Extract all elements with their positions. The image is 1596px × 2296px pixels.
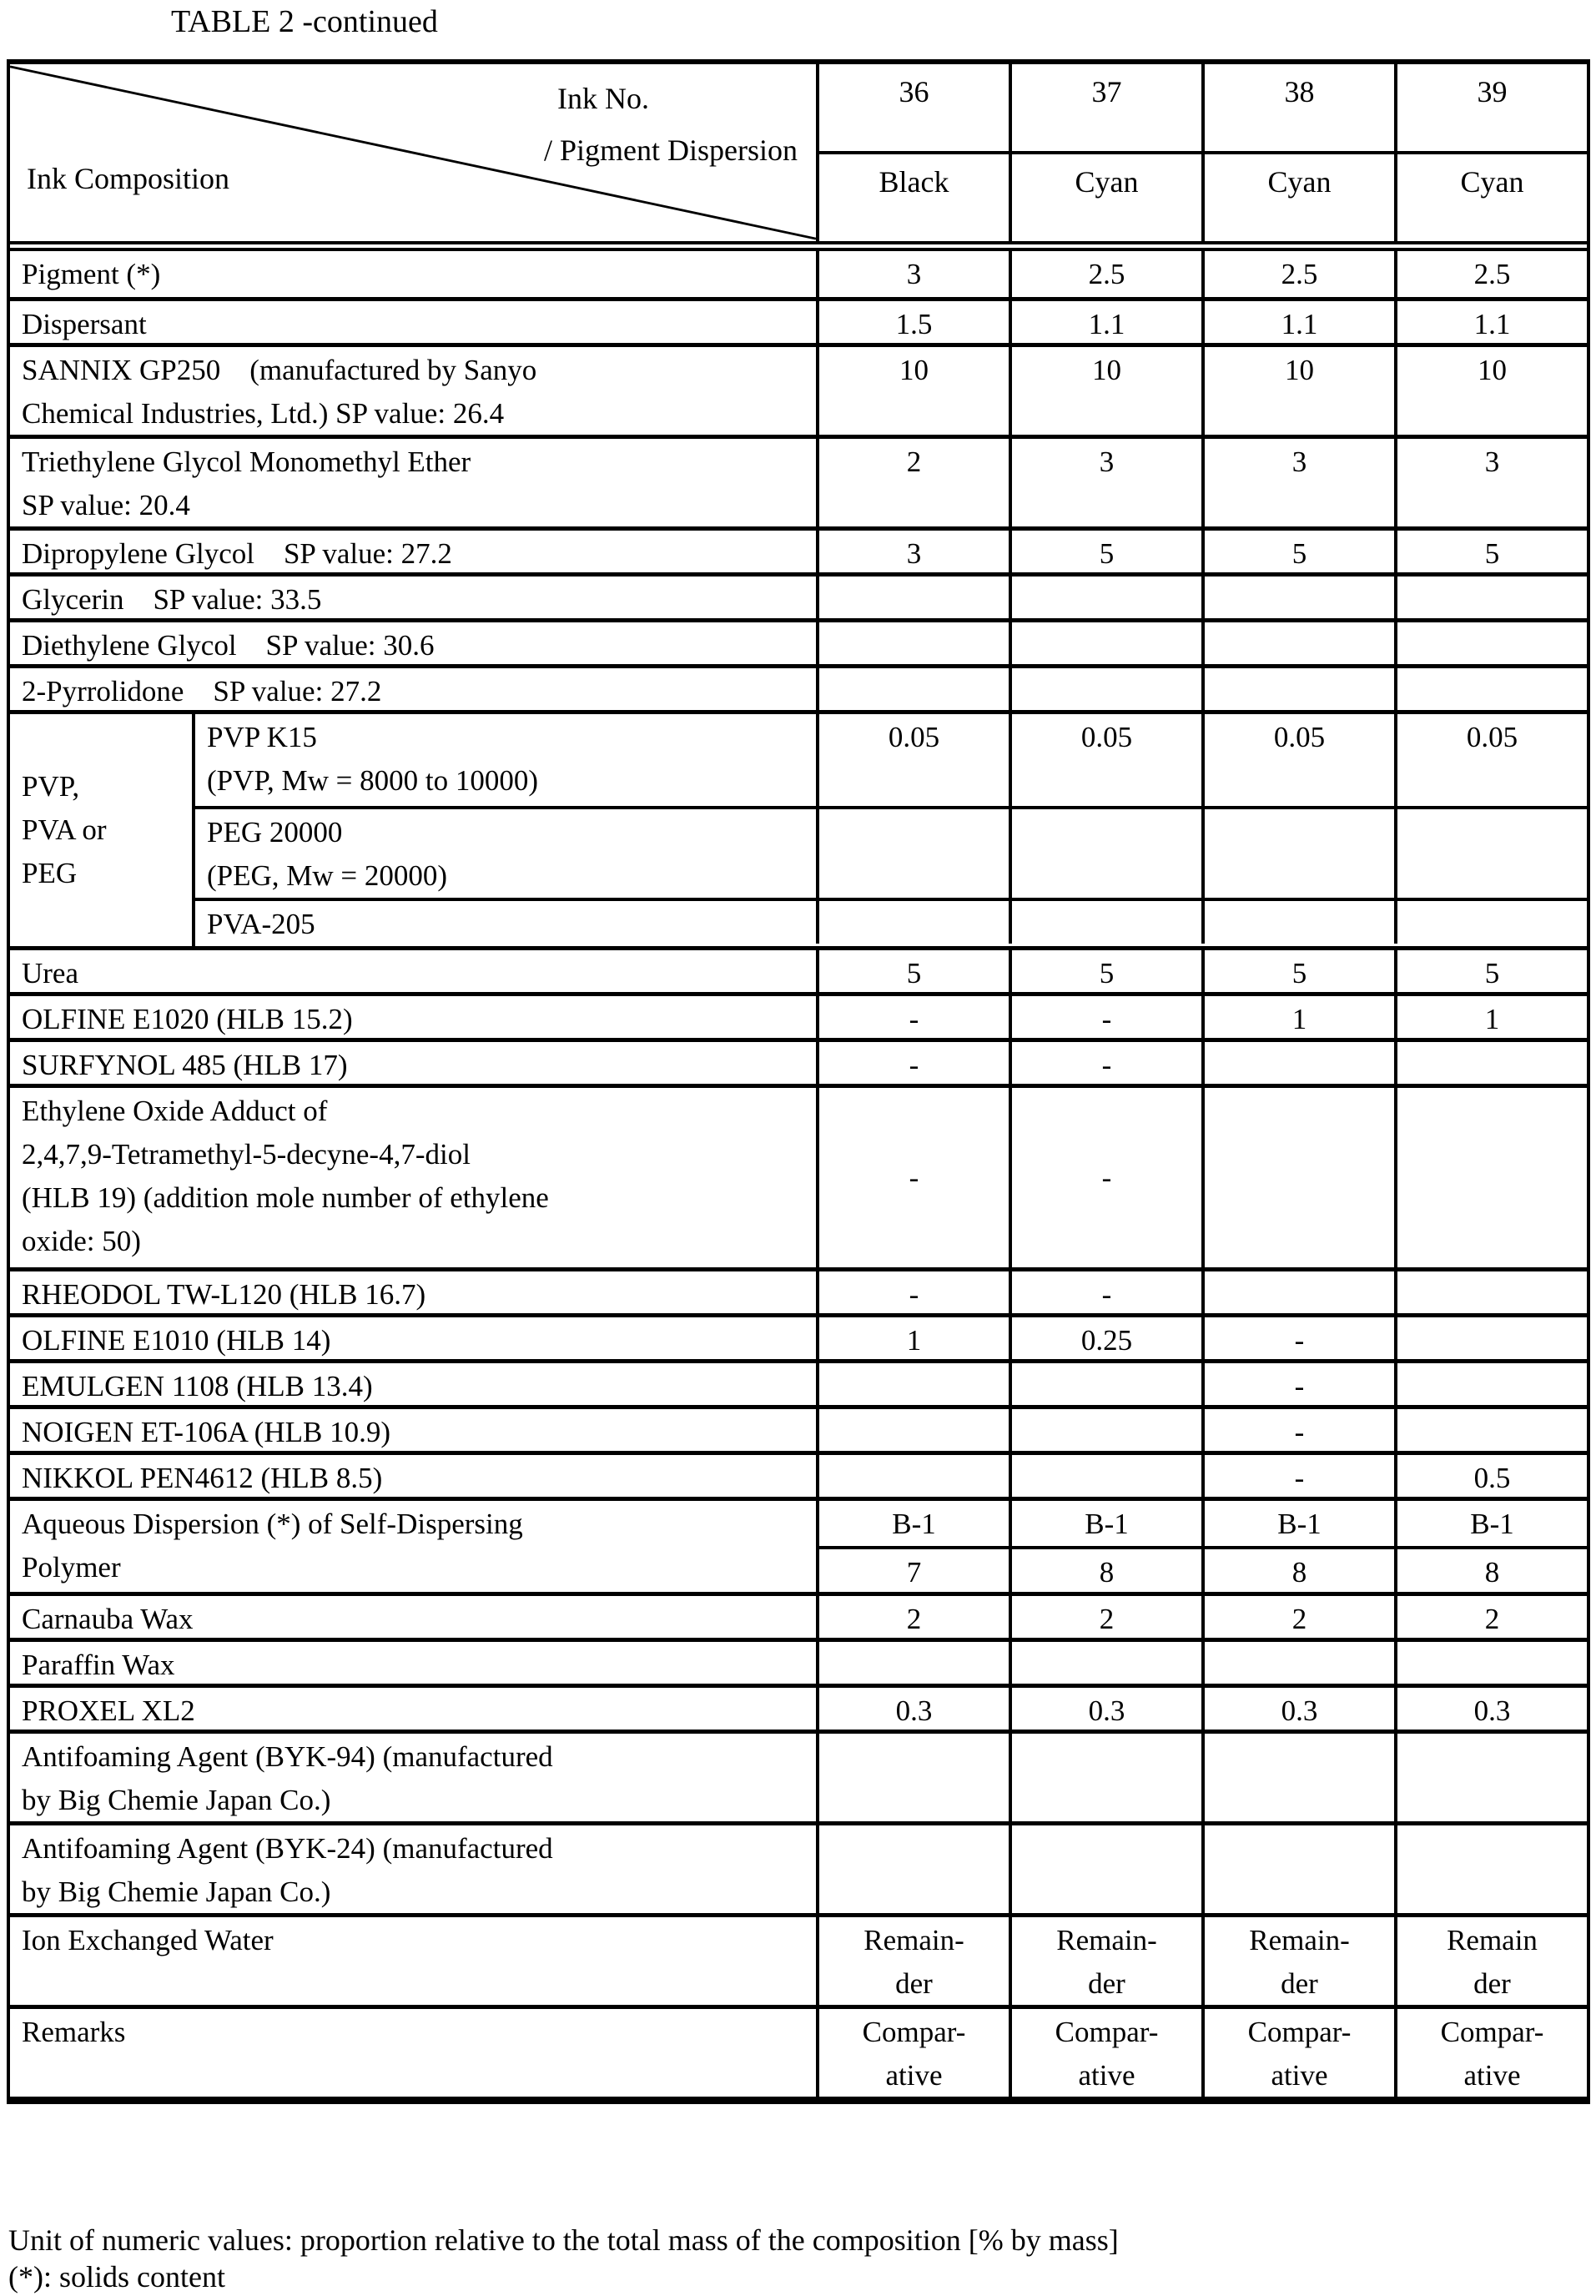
row-label: PVA-205: [195, 901, 819, 944]
diagonal-divider-line: [10, 64, 816, 241]
value-cell: [1201, 901, 1394, 944]
value-cell: [819, 577, 1009, 618]
row-label: NIKKOL PEN4612 (HLB 8.5): [10, 1455, 819, 1497]
value-cell: Remain- der: [1201, 1917, 1394, 2005]
table-row: [10, 2005, 1587, 2097]
value-cell: Remain- der: [863, 1924, 964, 2000]
value-cell: 5: [1201, 531, 1394, 572]
value-cell: [1009, 901, 1201, 944]
ink-number-header: 38: [1201, 64, 1394, 151]
value-cell: [1394, 901, 1587, 944]
group-label: PVP, PVA or PEG: [10, 714, 195, 946]
header-value-columns: [819, 64, 1587, 241]
value-cell: -: [909, 1003, 919, 1035]
value-cell: [1394, 1825, 1587, 1913]
row-label: Dispersant: [10, 301, 819, 343]
table-title: TABLE 2 -continued: [171, 4, 438, 39]
value-cell: 8: [1394, 1549, 1587, 1594]
value-cell: [819, 809, 1009, 898]
group-subrows: [195, 714, 1587, 946]
ink-composition-table: [7, 59, 1590, 2104]
value-cell: 2: [1201, 1596, 1394, 1638]
value-cell: [1009, 1734, 1201, 1821]
value-cell: [1009, 1363, 1201, 1405]
value-cell: -: [1009, 996, 1201, 1038]
ink-number-header: 37: [1009, 64, 1201, 151]
value-cell: 2.5: [1009, 251, 1201, 297]
value-cell: 2.5: [1201, 251, 1394, 297]
row-label: Aqueous Dispersion (*) of Self-Dispersing Polymer: [10, 1501, 819, 1592]
value-cell: [1009, 577, 1201, 618]
row-label: Dipropylene Glycol SP value: 27.2: [10, 531, 819, 572]
value-cell: -: [909, 1278, 919, 1311]
value-cell: 1: [906, 1324, 922, 1357]
value-cell: 8: [1009, 1549, 1201, 1594]
value-cell: B-1: [1394, 1501, 1587, 1546]
value-cell: 0.3: [1201, 1688, 1394, 1730]
value-cell: 10: [1201, 347, 1394, 435]
value-cell: [1009, 1455, 1201, 1497]
table-row: [10, 1313, 1587, 1359]
value-cell: Compar- ative: [1394, 2009, 1587, 2097]
value-cell: B-1: [1201, 1501, 1394, 1546]
ink-number-row: [819, 64, 1587, 154]
value-cell: [1394, 1409, 1587, 1451]
ink-no-label: Ink No.: [557, 82, 649, 115]
split-values: [819, 1501, 1587, 1592]
table-row: [10, 1084, 1587, 1267]
value-cell: 2: [906, 1603, 922, 1635]
value-cell: 8: [1201, 1549, 1394, 1594]
value-cell: -: [1009, 1042, 1201, 1084]
row-label: SURFYNOL 485 (HLB 17): [10, 1042, 819, 1084]
value-cell: 2.5: [1394, 251, 1587, 297]
value-cell: 5: [1009, 531, 1201, 572]
ink-composition-label: Ink Composition: [27, 162, 230, 195]
ink-number-header: 36: [899, 75, 929, 108]
table-row: [10, 251, 1587, 297]
split-value-row: [819, 1501, 1587, 1546]
value-cell: [1201, 622, 1394, 664]
value-cell: 0.05: [1009, 714, 1201, 806]
value-cell: 10: [1394, 347, 1587, 435]
row-label: PVP K15 (PVP, Mw = 8000 to 10000): [195, 714, 819, 806]
row-label: EMULGEN 1108 (HLB 13.4): [10, 1363, 819, 1405]
solids-footnote: (*): solids content: [8, 2260, 225, 2293]
row-label: Glycerin SP value: 33.5: [10, 577, 819, 618]
row-label: 2-Pyrrolidone SP value: 27.2: [10, 668, 819, 710]
value-cell: [819, 622, 1009, 664]
value-cell: 1.1: [1394, 301, 1587, 343]
table-row: [10, 1497, 1587, 1592]
value-cell: 3: [1394, 439, 1587, 526]
value-cell: [1201, 1734, 1394, 1821]
value-cell: [1009, 1825, 1201, 1913]
value-cell: Remain der: [1394, 1917, 1587, 2005]
value-cell: [1394, 622, 1587, 664]
value-cell: [819, 1409, 1009, 1451]
value-cell: 3: [1201, 439, 1394, 526]
table-row: [10, 1821, 1587, 1913]
value-cell: [819, 1642, 1009, 1684]
value-cell: 7: [906, 1556, 922, 1589]
table-row: [10, 1684, 1587, 1730]
value-cell: -: [1201, 1455, 1394, 1497]
row-label: Antifoaming Agent (BYK-24) (manufactured by Big Chemie Japan Co.): [10, 1825, 819, 1913]
value-cell: -: [1009, 1088, 1201, 1267]
value-cell: 2: [1394, 1596, 1587, 1638]
ink-number-header: 39: [1394, 64, 1587, 151]
value-cell: Compar- ative: [1201, 2009, 1394, 2097]
value-cell: Compar- ative: [1009, 2009, 1201, 2097]
value-cell: [1009, 622, 1201, 664]
value-cell: [1201, 1088, 1394, 1267]
table-row: [10, 526, 1587, 572]
row-label: OLFINE E1010 (HLB 14): [10, 1317, 819, 1359]
ink-color-header: Black: [879, 165, 949, 199]
value-cell: 0.3: [895, 1694, 933, 1727]
unit-footnote: Unit of numeric values: proportion relative to the total mass of the composition [% by mass]: [8, 2223, 1119, 2257]
value-cell: [1394, 809, 1587, 898]
value-cell: 0.3: [1009, 1688, 1201, 1730]
table-row: [10, 1267, 1587, 1313]
value-cell: [1009, 1642, 1201, 1684]
row-label: Carnauba Wax: [10, 1596, 819, 1638]
table-row: [10, 343, 1587, 435]
value-cell: [1394, 1317, 1587, 1359]
row-label: PEG 20000 (PEG, Mw = 20000): [195, 809, 819, 898]
table-body: [10, 251, 1587, 2097]
row-label: OLFINE E1020 (HLB 15.2): [10, 996, 819, 1038]
value-cell: [1009, 809, 1201, 898]
value-cell: 1: [1394, 996, 1587, 1038]
row-label: Pigment (*): [10, 251, 819, 297]
value-cell: 1: [1201, 996, 1394, 1038]
value-cell: B-1: [1009, 1501, 1201, 1546]
value-cell: [1201, 809, 1394, 898]
table-row: [10, 946, 1587, 992]
value-cell: 1.1: [1009, 301, 1201, 343]
table-row: [10, 1038, 1587, 1084]
value-cell: 0.3: [1394, 1688, 1587, 1730]
value-cell: 5: [1009, 950, 1201, 992]
value-cell: [1201, 668, 1394, 710]
value-cell: [1201, 577, 1394, 618]
row-label: RHEODOL TW-L120 (HLB 16.7): [10, 1271, 819, 1313]
value-cell: [1394, 1363, 1587, 1405]
ink-color-header: Cyan: [1009, 154, 1201, 241]
table-row: [10, 1913, 1587, 2005]
value-cell: [819, 1825, 1009, 1913]
value-cell: 10: [899, 354, 929, 386]
value-cell: [1201, 1042, 1394, 1084]
row-label: Ion Exchanged Water: [10, 1917, 819, 2005]
value-cell: [1201, 1271, 1394, 1313]
value-cell: 1.5: [895, 308, 933, 340]
ink-color-header: Cyan: [1201, 154, 1394, 241]
table-row: [10, 297, 1587, 343]
value-cell: 1.1: [1201, 301, 1394, 343]
value-cell: [1394, 1271, 1587, 1313]
row-label: Antifoaming Agent (BYK-94) (manufactured by Big Chemie Japan Co.): [10, 1734, 819, 1821]
value-cell: 5: [1394, 950, 1587, 992]
row-label: Ethylene Oxide Adduct of 2,4,7,9-Tetramethyl-5-decyne-4,7-diol (HLB 19) (addition mole number of ethylene oxide: 50): [10, 1088, 819, 1267]
value-cell: B-1: [892, 1508, 936, 1540]
pigment-dispersion-label: / Pigment Dispersion: [544, 133, 798, 167]
value-cell: [1394, 668, 1587, 710]
row-label: Remarks: [10, 2009, 819, 2097]
table-row: [10, 1405, 1587, 1451]
row-label: Diethylene Glycol SP value: 30.6: [10, 622, 819, 664]
row-label: PROXEL XL2: [10, 1688, 819, 1730]
value-cell: [1394, 1088, 1587, 1267]
value-cell: 2: [906, 446, 922, 478]
value-cell: [819, 901, 1009, 944]
value-cell: 0.05: [1201, 714, 1394, 806]
header-corner-cell: [10, 64, 819, 241]
ink-color-row: [819, 154, 1587, 241]
value-cell: 10: [1009, 347, 1201, 435]
value-cell: [1394, 1734, 1587, 1821]
value-cell: -: [1201, 1317, 1394, 1359]
value-cell: -: [1201, 1409, 1394, 1451]
value-cell: [1201, 1825, 1394, 1913]
value-cell: 0.05: [1394, 714, 1587, 806]
value-cell: [1394, 1042, 1587, 1084]
table-subrow: [195, 806, 1587, 898]
table-row: [10, 1638, 1587, 1684]
value-cell: [819, 1363, 1009, 1405]
row-label: Triethylene Glycol Monomethyl Ether SP value: 20.4: [10, 439, 819, 526]
value-cell: 0.5: [1394, 1455, 1587, 1497]
row-label: NOIGEN ET-106A (HLB 10.9): [10, 1409, 819, 1451]
value-cell: [819, 1455, 1009, 1497]
value-cell: 5: [1394, 531, 1587, 572]
table-row: [10, 1592, 1587, 1638]
table-row: [10, 1451, 1587, 1497]
value-cell: 5: [1201, 950, 1394, 992]
row-label: SANNIX GP250 (manufactured by Sanyo Chemical Industries, Ltd.) SP value: 26.4: [10, 347, 819, 435]
table-row: [10, 618, 1587, 664]
table-header: [10, 64, 1587, 251]
table-row: [10, 1730, 1587, 1821]
value-cell: [1009, 668, 1201, 710]
table-subrow: [195, 714, 1587, 806]
split-value-row: [819, 1546, 1587, 1594]
value-cell: 3: [906, 258, 922, 290]
value-cell: -: [1009, 1271, 1201, 1313]
table-row: [10, 664, 1587, 710]
value-cell: 3: [1009, 439, 1201, 526]
value-cell: [819, 668, 1009, 710]
table-row: [10, 572, 1587, 618]
value-cell: [1201, 1642, 1394, 1684]
value-cell: [1394, 1642, 1587, 1684]
value-cell: [1394, 577, 1587, 618]
row-label: Urea: [10, 950, 819, 992]
ink-color-header: Cyan: [1394, 154, 1587, 241]
value-cell: 0.05: [888, 721, 940, 753]
row-label: Paraffin Wax: [10, 1642, 819, 1684]
table-subrow: [195, 898, 1587, 944]
value-cell: Remain- der: [1009, 1917, 1201, 2005]
table-row: [10, 710, 1587, 946]
value-cell: 0.25: [1009, 1317, 1201, 1359]
value-cell: -: [909, 1161, 919, 1194]
value-cell: -: [909, 1049, 919, 1081]
table-row: [10, 1359, 1587, 1405]
value-cell: Compar- ative: [862, 2016, 966, 2092]
table-row: [10, 992, 1587, 1038]
table-row: [10, 435, 1587, 526]
value-cell: -: [1201, 1363, 1394, 1405]
value-cell: [819, 1734, 1009, 1821]
value-cell: 3: [906, 537, 922, 570]
value-cell: 5: [906, 957, 922, 989]
value-cell: [1009, 1409, 1201, 1451]
value-cell: 2: [1009, 1596, 1201, 1638]
